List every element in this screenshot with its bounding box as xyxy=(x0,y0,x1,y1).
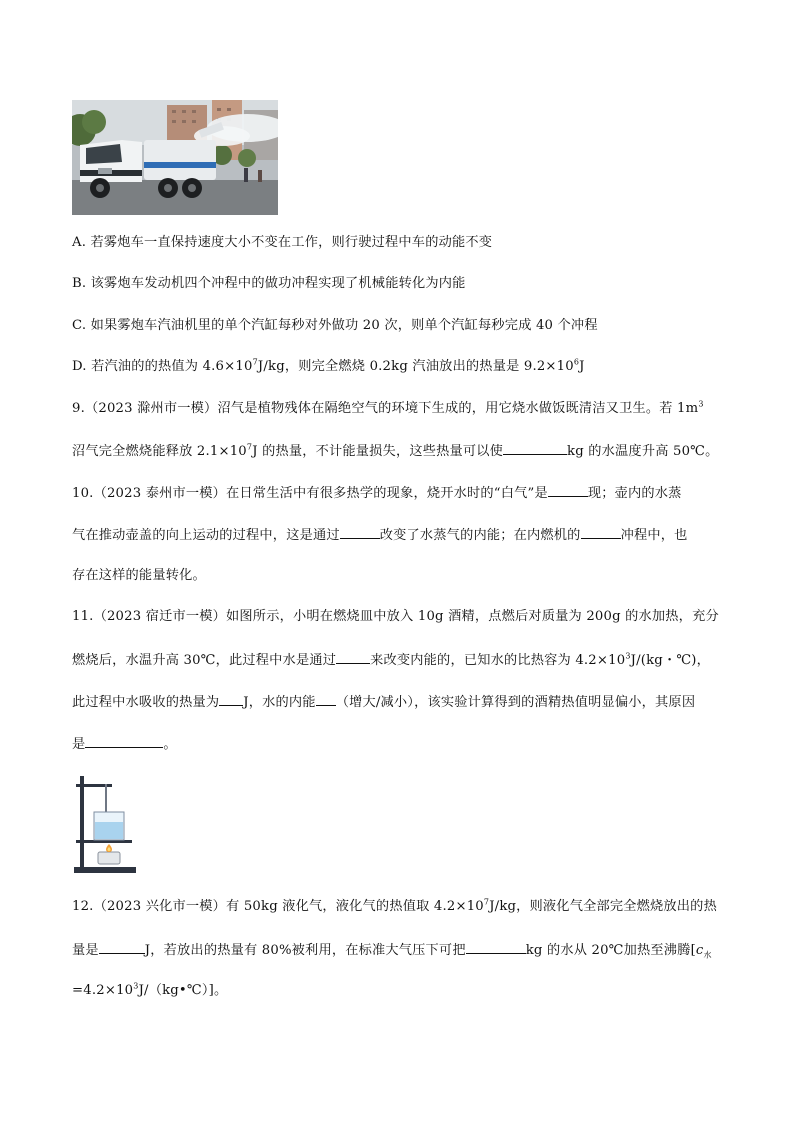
q9-exponent: 3 xyxy=(698,399,704,409)
fog-cannon-truck-image xyxy=(72,100,278,215)
q9-exponent: 7 xyxy=(246,442,253,452)
q11-text: J，水的内能 xyxy=(243,695,316,710)
q11-answer-blank-1[interactable] xyxy=(336,650,370,664)
q12-text: 量是 xyxy=(72,943,99,958)
question-10-line-1 xyxy=(72,483,682,503)
q11-text: 。 xyxy=(163,737,177,752)
question-12-line-2 xyxy=(72,940,712,960)
q12-text: =4.2×10 xyxy=(72,983,134,998)
q12-answer-blank-2[interactable] xyxy=(466,940,526,954)
q11-text: 此过程中水吸收的热量为 xyxy=(72,695,220,710)
option-d-exponent-1: 7 xyxy=(252,357,258,367)
q10-text: 10.（2023 泰州市一模）在日常生活中有很多热学的现象，烧开水时的“白气”是 xyxy=(72,486,548,501)
q9-answer-blank[interactable] xyxy=(503,441,567,455)
question-12-line-1 xyxy=(72,898,717,916)
q11-text: （增大/减小），该实验计算得到的酒精热值明显偏小，其原因 xyxy=(335,695,696,710)
question-11-line-2 xyxy=(72,650,710,670)
q12-exponent: 3 xyxy=(133,981,139,991)
q11-text: J/(kg・℃)， xyxy=(630,653,711,668)
option-a: A. 若雾炮车一直保持速度大小不变在工作，则行驶过程中车的动能不变 xyxy=(72,235,493,250)
option-d-text-1: D. 若汽油的的热值为 4.6×10 xyxy=(72,359,253,374)
q9-text: J 的热量，不计能量损失，这些热量可以使 xyxy=(252,444,504,459)
q9-text: 9.（2023 滁州市一模）沼气是植物残体在隔绝空气的环境下生成的，用它烧水做饭既清洁又卫生。若 1m xyxy=(72,401,699,416)
question-12-line-3 xyxy=(72,982,227,1000)
question-11-line-1: 11.（2023 宿迁市一模）如图所示，小明在燃烧皿中放入 10g 酒精，点燃后对质量为 200g 的水加热，充分 xyxy=(72,609,719,624)
question-10-line-2 xyxy=(72,525,688,545)
option-d-text-2: J/kg，则完全燃烧 0.2kg 汽油放出的热量是 9.2×10 xyxy=(257,359,574,374)
q12-answer-blank-1[interactable] xyxy=(99,940,145,954)
q10-text: 现；壶内的水蒸 xyxy=(587,486,682,501)
q10-answer-blank-2[interactable] xyxy=(340,525,380,539)
option-b: B. 该雾炮车发动机四个冲程中的做功冲程实现了机械能转化为内能 xyxy=(72,276,466,291)
q12-text: 12.（2023 兴化市一模）有 50kg 液化气，液化气的热值取 4.2×10 xyxy=(72,899,484,914)
question-11-line-3 xyxy=(72,692,695,712)
q12-text: kg 的水从 20℃加热至沸腾[ xyxy=(525,943,696,958)
option-d-text-3: J xyxy=(579,359,585,374)
q10-text: 改变了水蒸气的内能；在内燃机的 xyxy=(379,528,581,543)
question-11-line-4 xyxy=(72,734,177,754)
q11-answer-blank-3[interactable] xyxy=(316,692,336,706)
q11-text: 燃烧后，水温升高 30℃，此过程中水是通过 xyxy=(72,653,337,668)
q12-exponent: 7 xyxy=(483,897,490,907)
option-c: C. 如果雾炮车汽油机里的单个汽缸每秒对外做功 20 次，则单个汽缸每秒完成 40 个冲程 xyxy=(72,318,598,333)
q9-text: kg 的水温度升高 50℃。 xyxy=(567,444,719,459)
q10-answer-blank-3[interactable] xyxy=(581,525,621,539)
q11-answer-blank-4[interactable] xyxy=(85,734,163,748)
question-9-line-1 xyxy=(72,400,704,418)
q12-text: J，若放出的热量有 80%被利用，在标准大气压下可把 xyxy=(144,943,466,958)
q11-answer-blank-2[interactable] xyxy=(219,692,243,706)
q11-exponent: 3 xyxy=(625,651,631,661)
q10-text: 冲程中，也 xyxy=(620,528,688,543)
heating-apparatus-image xyxy=(72,772,140,876)
question-9-line-2 xyxy=(72,441,719,461)
q11-text: 是 xyxy=(72,737,86,752)
option-d xyxy=(72,358,585,376)
q11-text: 来改变内能的，已知水的比热容为 4.2×10 xyxy=(370,653,626,668)
q12-text: J/（kg•℃）]。 xyxy=(138,983,228,998)
q9-text: 沼气完全燃烧能释放 2.1×10 xyxy=(72,444,247,459)
q12-text: J/kg，则液化气全部完全燃烧放出的热 xyxy=(489,899,717,914)
specific-heat-subscript: 水 xyxy=(703,950,712,960)
option-d-exponent-2: 6 xyxy=(573,357,580,367)
q10-answer-blank-1[interactable] xyxy=(548,483,588,497)
specific-heat-symbol: c xyxy=(695,943,704,958)
question-10-line-3: 存在这样的能量转化。 xyxy=(72,568,206,583)
q10-text: 气在推动壶盖的向上运动的过程中，这是通过 xyxy=(72,528,340,543)
